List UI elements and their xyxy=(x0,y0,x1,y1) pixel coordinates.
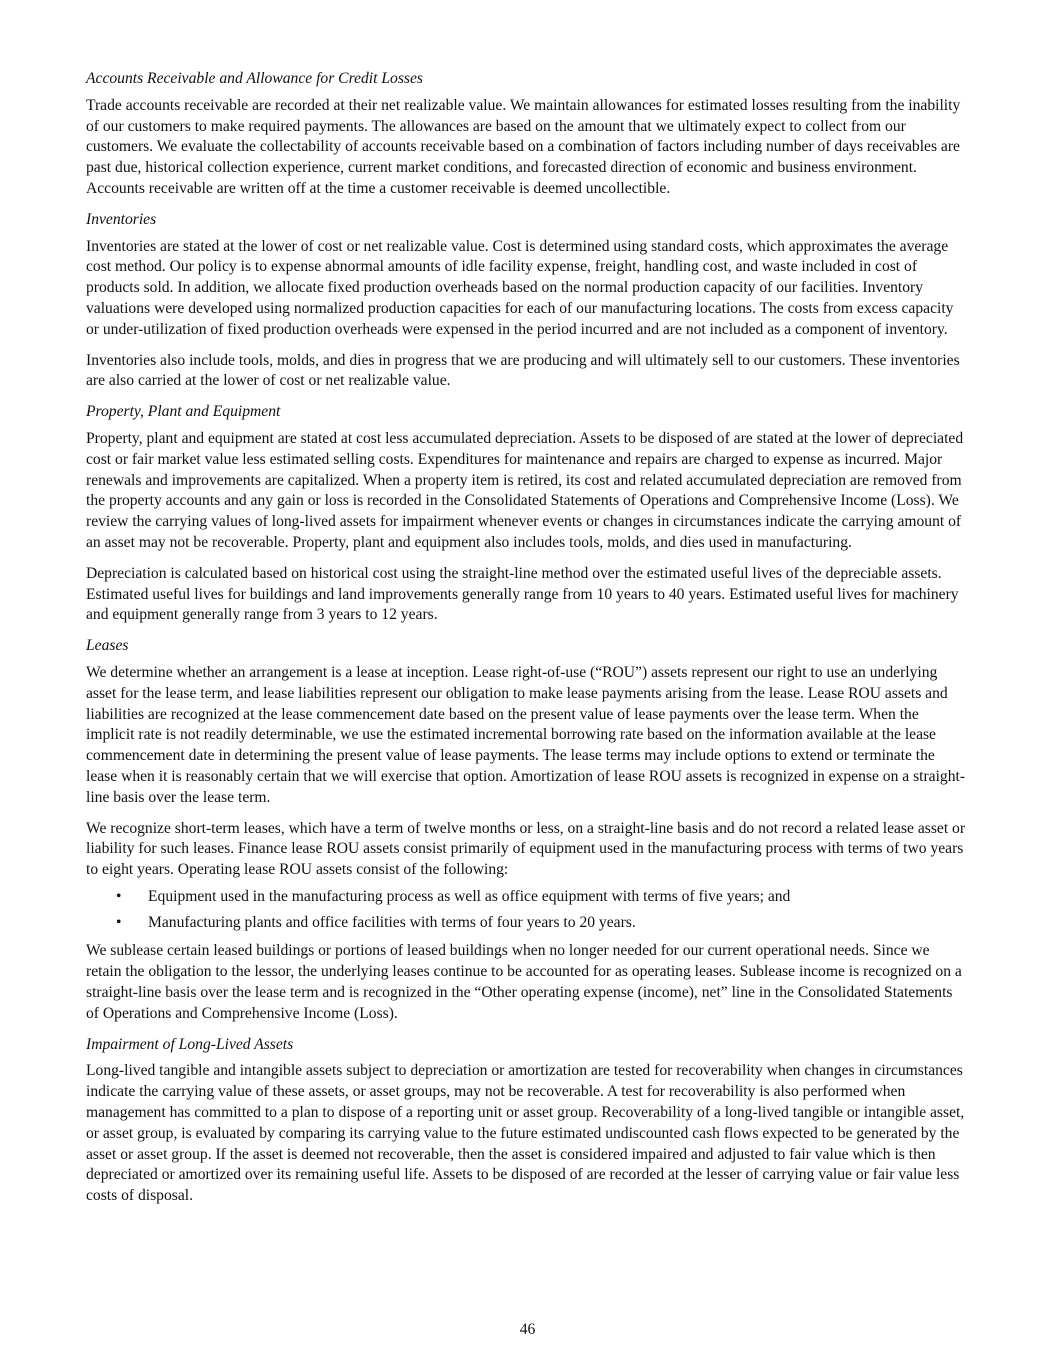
bullet-icon: • xyxy=(116,887,122,905)
paragraph: Inventories also include tools, molds, and dies in progress that we are producing and will ultimately sell to our customers. These inventories are also carried at the lower of cost or net realizable value. xyxy=(86,351,960,390)
bullet-icon: • xyxy=(116,913,122,931)
paragraph: We sublease certain leased buildings or portions of leased buildings when no longer needed for our current operational needs. Since we retain the obligation to the lessor, the underlying leases continue to be accounted for as operating leases. Sublease income is recognized on a straight-line basis over the lease term and is recognized in the “Other operating expense (income), net” line in the Consolidated Statements of Operations and Comprehensive Income (Loss). xyxy=(86,942,962,1022)
paragraph: Depreciation is calculated based on historical cost using the straight-line method over the estimated useful lives of the depreciable assets. Estimated useful lives for buildings and land improvements generally range from 10 years to 40 years. Estimated useful lives for machinery and equipment generally range from 3 years to 12 years. xyxy=(86,564,959,624)
section-heading-impairment: Impairment of Long-Lived Assets xyxy=(86,1035,294,1053)
bullet-list xyxy=(86,887,966,934)
list-item xyxy=(86,913,966,934)
page-number: 46 xyxy=(519,1321,536,1338)
section-heading-inventories: Inventories xyxy=(86,210,157,228)
paragraph: Inventories are stated at the lower of cost or net realizable value. Cost is determined using standard costs, which approximates the average cost method. Our policy is to expense abnormal amounts of idle facility expense, freight, handling cost, and waste included in cost of products sold. In addition, we allocate fixed production overheads based on the normal production capacity of our facilities. Inventory valuations were developed using normalized production capacities for each of our manufacturing locations. The costs from excess capacity or under-utilization of fixed production overheads were expensed in the period incurred and are not included as a component of inventory. xyxy=(86,237,954,338)
paragraph: Long-lived tangible and intangible assets subject to depreciation or amortization are tested for recoverability when changes in circumstances indicate the carrying value of these assets, or asset groups, may not be recoverable. A test for recoverability is also performed when management has committed to a plan to dispose of a reporting unit or asset group. Recoverability of a long-lived tangible or intangible asset, or asset group, is evaluated by comparing its carrying value to the future estimated undiscounted cash flows expected to be generated by the asset or asset group. If the asset is deemed not recoverable, then the asset is considered impaired and adjusted to fair value which is then depreciated or amortized over its remaining useful life. Assets to be disposed of are recorded at the lesser of carrying value or fair value less costs of disposal. xyxy=(86,1062,965,1205)
section-heading-property-plant-equipment: Property, Plant and Equipment xyxy=(86,403,281,421)
list-item-text: Manufacturing plants and office facilities with terms of four years to 20 years. xyxy=(148,913,636,931)
paragraph: We recognize short-term leases, which have a term of twelve months or less, on a straight-line basis and do not record a related lease asset or liability for such leases. Finance lease ROU assets consist primarily of equipment used in the manufacturing process with terms of two years to eight years. Operating lease ROU assets consist of the following: xyxy=(86,819,966,879)
list-item-text: Equipment used in the manufacturing process as well as office equipment with terms of five years; and xyxy=(148,887,791,905)
paragraph: Property, plant and equipment are stated at cost less accumulated depreciation. Assets to be disposed of are stated at the lower of depreciated cost or fair market value less estimated selling costs. Expenditures for maintenance and repairs are charged to expense as incurred. Major renewals and improvements are capitalized. When a property item is retired, its cost and related accumulated depreciation are removed from the property accounts and any gain or loss is recorded in the Consolidated Statements of Operations and Comprehensive Income (Loss). We review the carrying values of long-lived assets for impairment whenever events or changes in circumstances indicate the carrying amount of an asset may not be recoverable. Property, plant and equipment also includes tools, molds, and dies used in manufacturing. xyxy=(86,429,964,551)
section-heading-leases: Leases xyxy=(86,637,129,655)
paragraph: We determine whether an arrangement is a lease at inception. Lease right-of-use (“ROU”) assets represent our right to use an underlying asset for the lease term, and lease liabilities represent our obligation to make lease payments arising from the lease. Lease ROU assets and liabilities are recognized at the lease commencement date based on the present value of lease payments over the lease term. When the implicit rate is not readily determinable, we use the estimated incremental borrowing rate based on the information available at the lease commencement date in determining the present value of lease payments. The lease terms may include options to extend or terminate the lease when it is reasonably certain that we will exercise that option. Amortization of lease ROU assets is recognized in expense on a straight-line basis over the lease term. xyxy=(86,663,966,806)
list-item xyxy=(86,887,966,908)
paragraph: Trade accounts receivable are recorded at their net realizable value. We maintain allowances for estimated losses resulting from the inability of our customers to make required payments. The allowances are based on the amount that we ultimately expect to collect from our customers. We evaluate the collectability of accounts receivable based on a combination of factors including number of days receivables are past due, historical collection experience, current market conditions, and forecasted direction of economic and business environment. Accounts receivable are written off at the time a customer receivable is deemed uncollectible. xyxy=(86,96,961,197)
document-page xyxy=(86,69,966,1217)
section-heading-accounts-receivable: Accounts Receivable and Allowance for Credit Losses xyxy=(86,70,423,87)
